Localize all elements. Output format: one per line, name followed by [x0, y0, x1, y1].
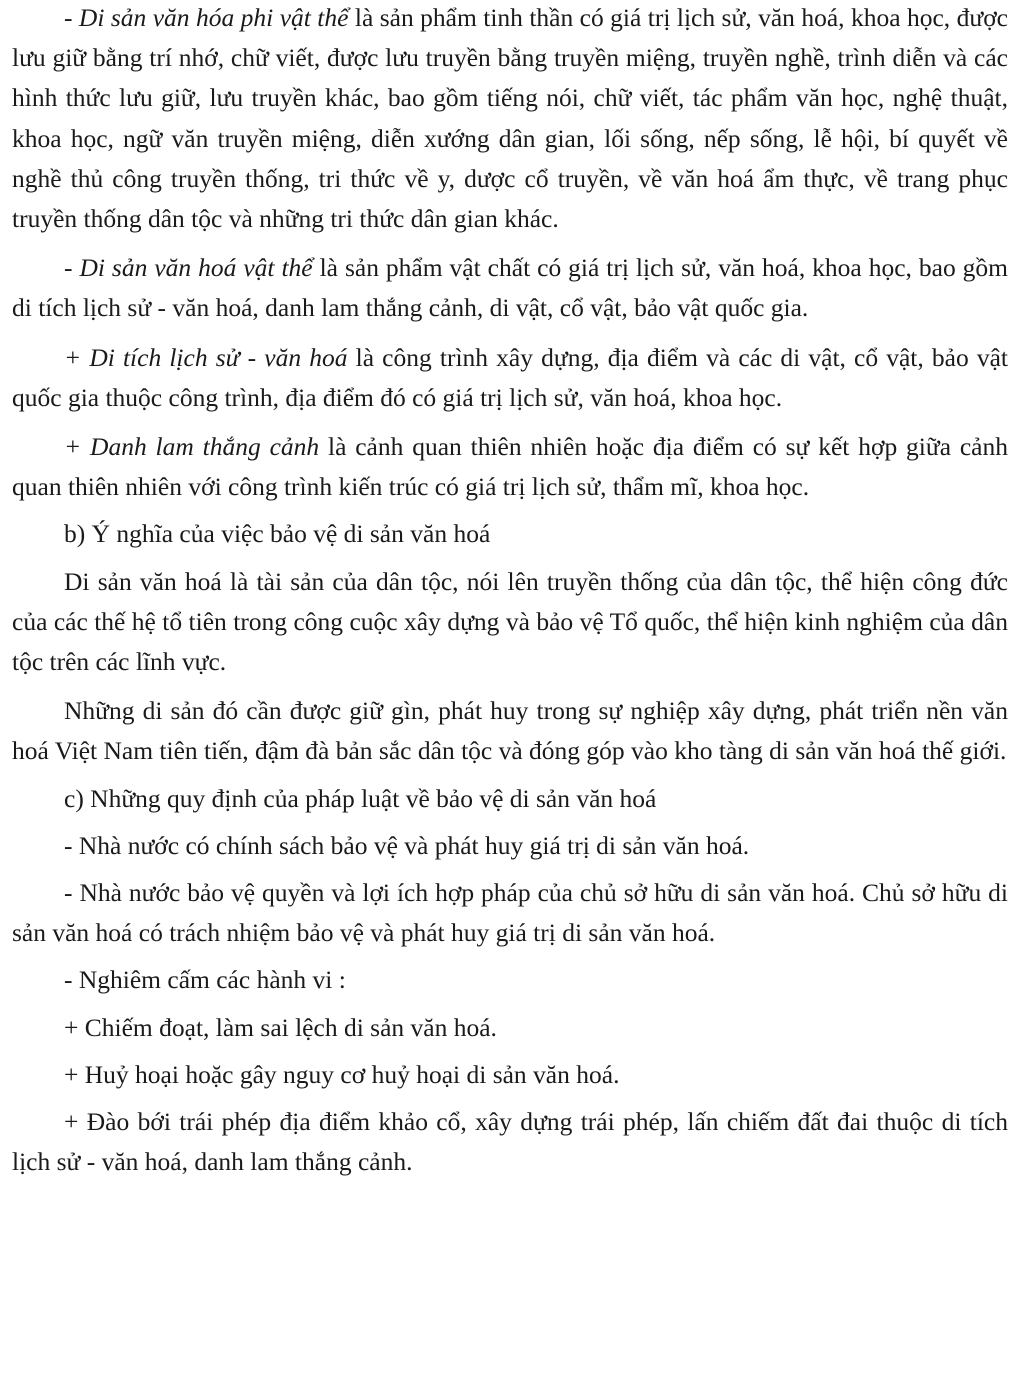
term-historical-relic: + Di tích lịch sử - văn hoá: [64, 342, 348, 372]
term-intangible-heritage: - Di sản văn hóa phi vật thể: [64, 3, 349, 32]
section-heading-b: b) Ý nghĩa của việc bảo vệ di sản văn hoá: [64, 519, 491, 549]
rule-prohibited-acts: - Nghiêm cấm các hành vi :: [64, 965, 346, 995]
paragraph-heritage-value: Di sản văn hoá là tài sản của dân tộc, nói lên truyền thống của dân tộc, thể hiện công đức của các thế hệ tổ tiên trong công cuộc xây dựng và bảo vệ Tổ quốc, thể hiện kinh nghiệm của dân tộc trên các lĩnh vực.: [12, 566, 1008, 677]
definition-tangible-heritage: là sản phẩm vật chất có giá trị lịch sử, văn hoá, khoa học, bao gồm di tích lịch sử - văn hoá, danh lam thắng cảnh, di vật, cổ vật, bảo vật quốc gia.: [12, 253, 1008, 323]
paragraph-tangible-heritage: [12, 248, 1008, 328]
document-page: [12, 0, 1008, 1182]
paragraph-scenic-spot: [12, 427, 1008, 507]
term-tangible-heritage: - Di sản văn hoá vật thể: [64, 253, 313, 283]
prohibited-item-illegal-excavation: + Đào bới trái phép địa điểm khảo cổ, xây dựng trái phép, lấn chiếm đất đai thuộc di tích lịch sử - văn hoá, danh lam thắng cảnh.: [12, 1107, 1008, 1177]
prohibited-item-appropriation: + Chiếm đoạt, làm sai lệch di sản văn hoá.: [64, 1012, 497, 1042]
term-scenic-spot: + Danh lam thắng cảnh: [64, 432, 320, 462]
prohibited-item-destruction: + Huỷ hoại hoặc gây nguy cơ huỷ hoại di sản văn hoá.: [64, 1059, 620, 1089]
rule-state-policy: - Nhà nước có chính sách bảo vệ và phát huy giá trị di sản văn hoá.: [64, 830, 750, 860]
definition-scenic-spot: là cảnh quan thiên nhiên hoặc địa điểm có sự kết hợp giữa cảnh quan thiên nhiên với công trình kiến trúc có giá trị lịch sử, thẩm mĩ, khoa học.: [12, 432, 1008, 502]
definition-historical-relic: là công trình xây dựng, địa điểm và các di vật, cổ vật, bảo vật quốc gia thuộc công trình, địa điểm đó có giá trị lịch sử, văn hoá, khoa học.: [12, 342, 1008, 412]
paragraph-historical-relic: [12, 338, 1008, 418]
paragraph-intangible-heritage: [12, 0, 1008, 239]
definition-intangible-heritage: là sản phẩm tinh thần có giá trị lịch sử, văn hoá, khoa học, được lưu giữ bằng trí nhớ, chữ viết, được lưu truyền bằng truyền miệng, truyền nghề, trình diễn và các hình thức lưu giữ, lưu truyền khác, bao gồm tiếng nói, chữ viết, tác phẩm văn học, nghệ thuật, khoa học, ngữ văn truyền miệng, diễn xướng dân gian, lối sống, nếp sống, lễ hội, bí quyết về nghề thủ công truyền thống, tri thức về y, dược cổ truyền, về văn hoá ẩm thực, về trang phục truyền thống dân tộc và những tri thức dân gian khác.: [12, 3, 1008, 234]
section-heading-c: c) Những quy định của pháp luật về bảo vệ di sản văn hoá: [64, 783, 657, 813]
paragraph-heritage-preservation: Những di sản đó cần được giữ gìn, phát huy trong sự nghiệp xây dựng, phát triển nền văn hoá Việt Nam tiên tiến, đậm đà bản sắc dân tộc và đóng góp vào kho tàng di sản văn hoá thế giới.: [12, 696, 1008, 766]
rule-owner-rights: - Nhà nước bảo vệ quyền và lợi ích hợp pháp của chủ sở hữu di sản văn hoá. Chủ sở hữu di sản văn hoá có trách nhiệm bảo vệ và phát huy giá trị di sản văn hoá.: [12, 878, 1008, 948]
